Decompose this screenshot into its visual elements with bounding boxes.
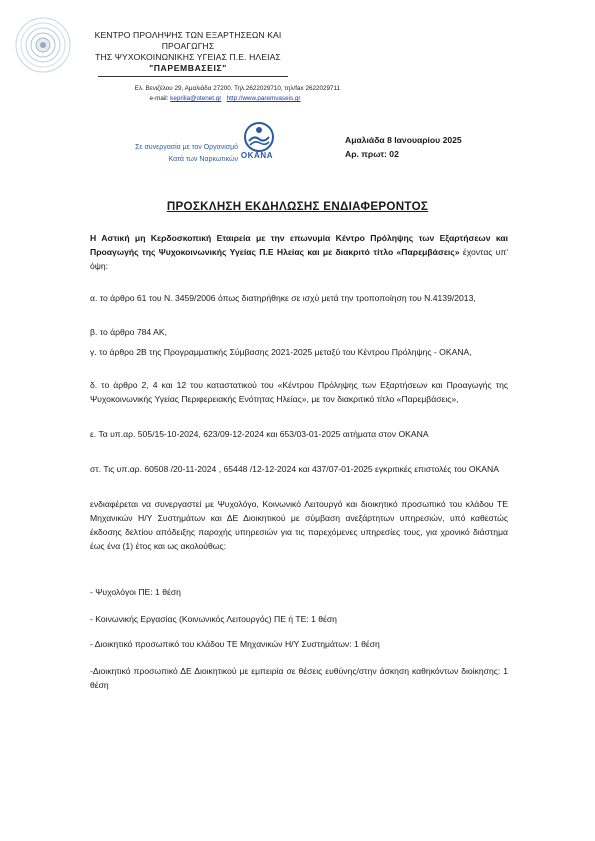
- partner-statement: [88, 142, 238, 166]
- dateline: [345, 133, 462, 161]
- okana-logo-text: ΟΚΑΝΑ: [240, 151, 274, 160]
- paragraph-e: ε. Τα υπ.αρ. 505/15-10-2024, 623/09-12-2024 και 653/03-01-2025 αιτήματα στον ΟΚΑΝΑ: [90, 429, 429, 439]
- position-administrative: -Διοικητικό προσωπικό ΔΕ Διοικητικού με εμπειρία σε θέσεις ευθύνης/στην άσκηση καθηκόντων διοίκησης: 1 θέση: [90, 666, 508, 690]
- position-social-worker: - Κοινωνικής Εργασίας (Κοινωνικός Λειτουργός) ΠΕ ή ΤΕ: 1 θέση: [90, 614, 337, 624]
- org-name: "ΠΑΡΕΜΒΑΣΕΙΣ": [149, 63, 227, 73]
- paragraph-main: ενδιαφέρεται να συνεργαστεί με Ψυχολόγο, Κοινωνικό Λειτουργό και διοικητικό προσωπικό του κλάδου ΤΕ Μηχανικών Η/Υ Συστημάτων και ΔΕ Διοικητικού με σύμβαση ανεξάρτητων υπηρεσιών, υπό καθεστώς έκδοσης δελτίου απόδειξης παροχής υπηρεσιών για τις παρεχόμενες υπηρεσίες τους, για χρονικό διάστημα έως ένα (1) έτος και ως ακολούθως:: [90, 499, 508, 551]
- position-it-engineer: - Διοικητικό προσωπικό του κλάδου ΤΕ Μηχανικών Η/Υ Συστημάτων: 1 θέση: [90, 639, 380, 649]
- org-line-2: ΤΗΣ ΨΥΧΟΚΟΙΝΩΝΙΚΗΣ ΥΓΕΙΑΣ Π.Ε. ΗΛΕΙΑΣ: [95, 52, 281, 62]
- paragraph-c: γ. το άρθρο 2Β της Προγραμματικής Σύμβασης 2021-2025 μεταξύ του Κέντρου Πρόληψης - ΟΚΑΝΑ,: [90, 347, 472, 357]
- intro-bold: Η Αστική μη Κερδοσκοπική Εταιρεία με την επωνυμία Κέντρο Πρόληψης των Εξαρτήσεων και Προαγωγής της Ψυχοκοινωνικής Υγείας Π.Ε Ηλείας και με διακριτό τίτλο «Παρεμβάσεις»: [90, 233, 508, 257]
- paragraph-b: β. το άρθρο 784 ΑΚ,: [90, 327, 167, 337]
- partner-line-1: Σε συνεργασία με τον Οργανισμό: [135, 144, 238, 151]
- org-line-1: ΚΕΝΤΡΟ ΠΡΟΛΗΨΗΣ ΤΩΝ ΕΞΑΡΤΗΣΕΩΝ ΚΑΙ ΠΡΟΑΓΩΓΗΣ: [94, 30, 282, 51]
- header-divider: [98, 76, 288, 77]
- contact-line-2: [40, 94, 340, 104]
- document-title: ΠΡΟΣΚΛΗΣΗ ΕΚΔΗΛΩΣΗΣ ΕΝΔΙΑΦΕΡΟΝΤΟΣ: [166, 200, 429, 213]
- okana-logo-icon: [242, 121, 276, 153]
- paragraph-a: α. το άρθρο 61 του Ν. 3459/2006 όπως διατηρήθηκε σε ισχύ μετά την τροποποίηση του Ν.4139/2013,: [90, 293, 476, 303]
- email-link[interactable]: keprilia@otenet.gr: [170, 95, 222, 102]
- position-psychologist: - Ψυχολόγοι ΠΕ: 1 θέση: [90, 587, 181, 597]
- paragraph-d: δ. το άρθρο 2, 4 και 12 του καταστατικού του «Κέντρου Πρόληψης των Εξαρτήσεων και Προαγωγής της Ψυχοκοινωνικής Υγείας Περιφερειακής Ενότητας Ηλείας», με τον διακριτικό τίτλο «Παρεμβάσεις»,: [90, 380, 508, 404]
- paragraph-f: στ. Τις υπ.αρ. 60508 /20-11-2024 , 65448 /12-12-2024 και 437/07-01-2025 εγκριτικές επιστολές του ΟΚΑΝΑ: [90, 464, 499, 474]
- address-text: Ελ. Βενιζέλου 29, Αμαλιάδα 27200. Τηλ.2622029710, τηλ/fax 2622029711: [134, 85, 340, 92]
- partner-line-2: Κατά των Ναρκωτικών: [168, 156, 238, 163]
- intro-paragraph: [90, 231, 508, 273]
- contact-info: [40, 84, 340, 104]
- organization-logo-icon: [14, 16, 72, 74]
- place-date: Αμαλιάδα 8 Ιανουαρίου 2025: [345, 135, 462, 145]
- website-link[interactable]: http://www.paremvaseis.gr: [226, 95, 301, 102]
- email-label: e-mail:: [149, 95, 169, 102]
- protocol-number: Αρ. πρωτ: 02: [345, 149, 399, 159]
- intro-plain: έχοντας υπ' όψη:: [90, 247, 508, 271]
- organization-header: [70, 30, 306, 74]
